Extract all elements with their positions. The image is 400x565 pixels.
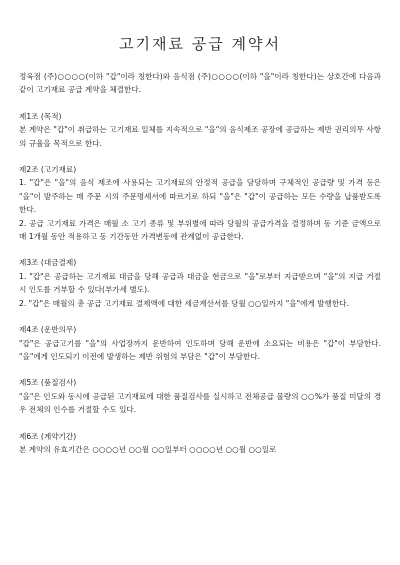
article-heading: 제5조 (품질검사) <box>19 378 77 388</box>
document-body <box>19 70 381 456</box>
article-1 <box>19 110 381 150</box>
article-text: 1. "갑"은 "을"의 음식 제조에 사용되는 고기재료의 안정적 공급을 담당하며 구체적인 공급량 및 가격 등은 "을"이 발주하는 매 주문 시의 주문명세서에 따르기로 하되 "을"은 "갑"이 공급하는 모든 수량을 납품받도록 한다. 2. 공급 고기재료 가격은 매월 소 고기 종류 및 부위별에 따라 당월의 공급가격을 결정하며 동 기준 금액으로 매 1개월 동안 적용하고 동 기간동안 가격변동에 관계없이 공급한다. <box>19 178 381 242</box>
article-text: "갑"은 공급고기를 "을"의 사업장까지 운반하여 인도하며 당해 운반에 소요되는 비용은 "갑"이 부담한다. "을"에게 인도되기 이전에 발생하는 제반 위험의 부담은 "갑"이 부담한다. <box>19 338 381 361</box>
document-title: 고기재료 공급 계약서 <box>119 35 281 53</box>
article-text: "을"은 인도와 동시에 공급된 고기재료에 대한 품질검사를 실시하고 전체공급 물량의 ○○%가 품질 미달의 경우 전체의 인수를 거절할 수도 있다. <box>19 391 381 415</box>
article-4 <box>19 323 381 363</box>
article-text: 본 계약은 "갑"이 취급하는 고기재료 일체를 지속적으로 "을"의 음식제조 공장에 공급하는 제반 권리의무 사항의 규율을 목적으로 한다. <box>19 125 381 148</box>
article-2 <box>19 163 381 243</box>
intro-paragraph: 정육점 (주)○○○○(이하 "갑"이라 칭한다)와 음식점 (주)○○○○(이하 "을"이라 칭한다)는 상호간에 다음과 같이 고기재료 공급 계약을 체결한다. <box>19 72 381 95</box>
article-heading: 제3조 (대금결제) <box>19 258 77 268</box>
article-text: 본 계약의 유효기간은 ○○○○년 ○○월 ○○일부터 ○○○○년 ○○월 ○○일로 <box>19 444 277 454</box>
article-3 <box>19 256 381 310</box>
article-text: 1. "갑"은 공급하는 고기재료 대금을 당해 공급과 대금을 현금으로 "을"로부터 지급받으며 "을"의 지급 거절 시 인도를 거부할 수 있다(부가세 별도). 2. "갑"은 매월의 총 공급 고기재료 결제액에 대한 세금계산서를 당월 ○○일까지 "을"에게 발행한다. <box>19 271 381 308</box>
article-heading: 제6조 (계약기간) <box>19 431 77 441</box>
article-6 <box>19 430 381 457</box>
article-heading: 제2조 (고기재료) <box>19 165 77 175</box>
article-heading: 제4조 (운반의무) <box>19 325 77 335</box>
article-heading: 제1조 (목적) <box>19 111 62 121</box>
article-5 <box>19 376 381 416</box>
